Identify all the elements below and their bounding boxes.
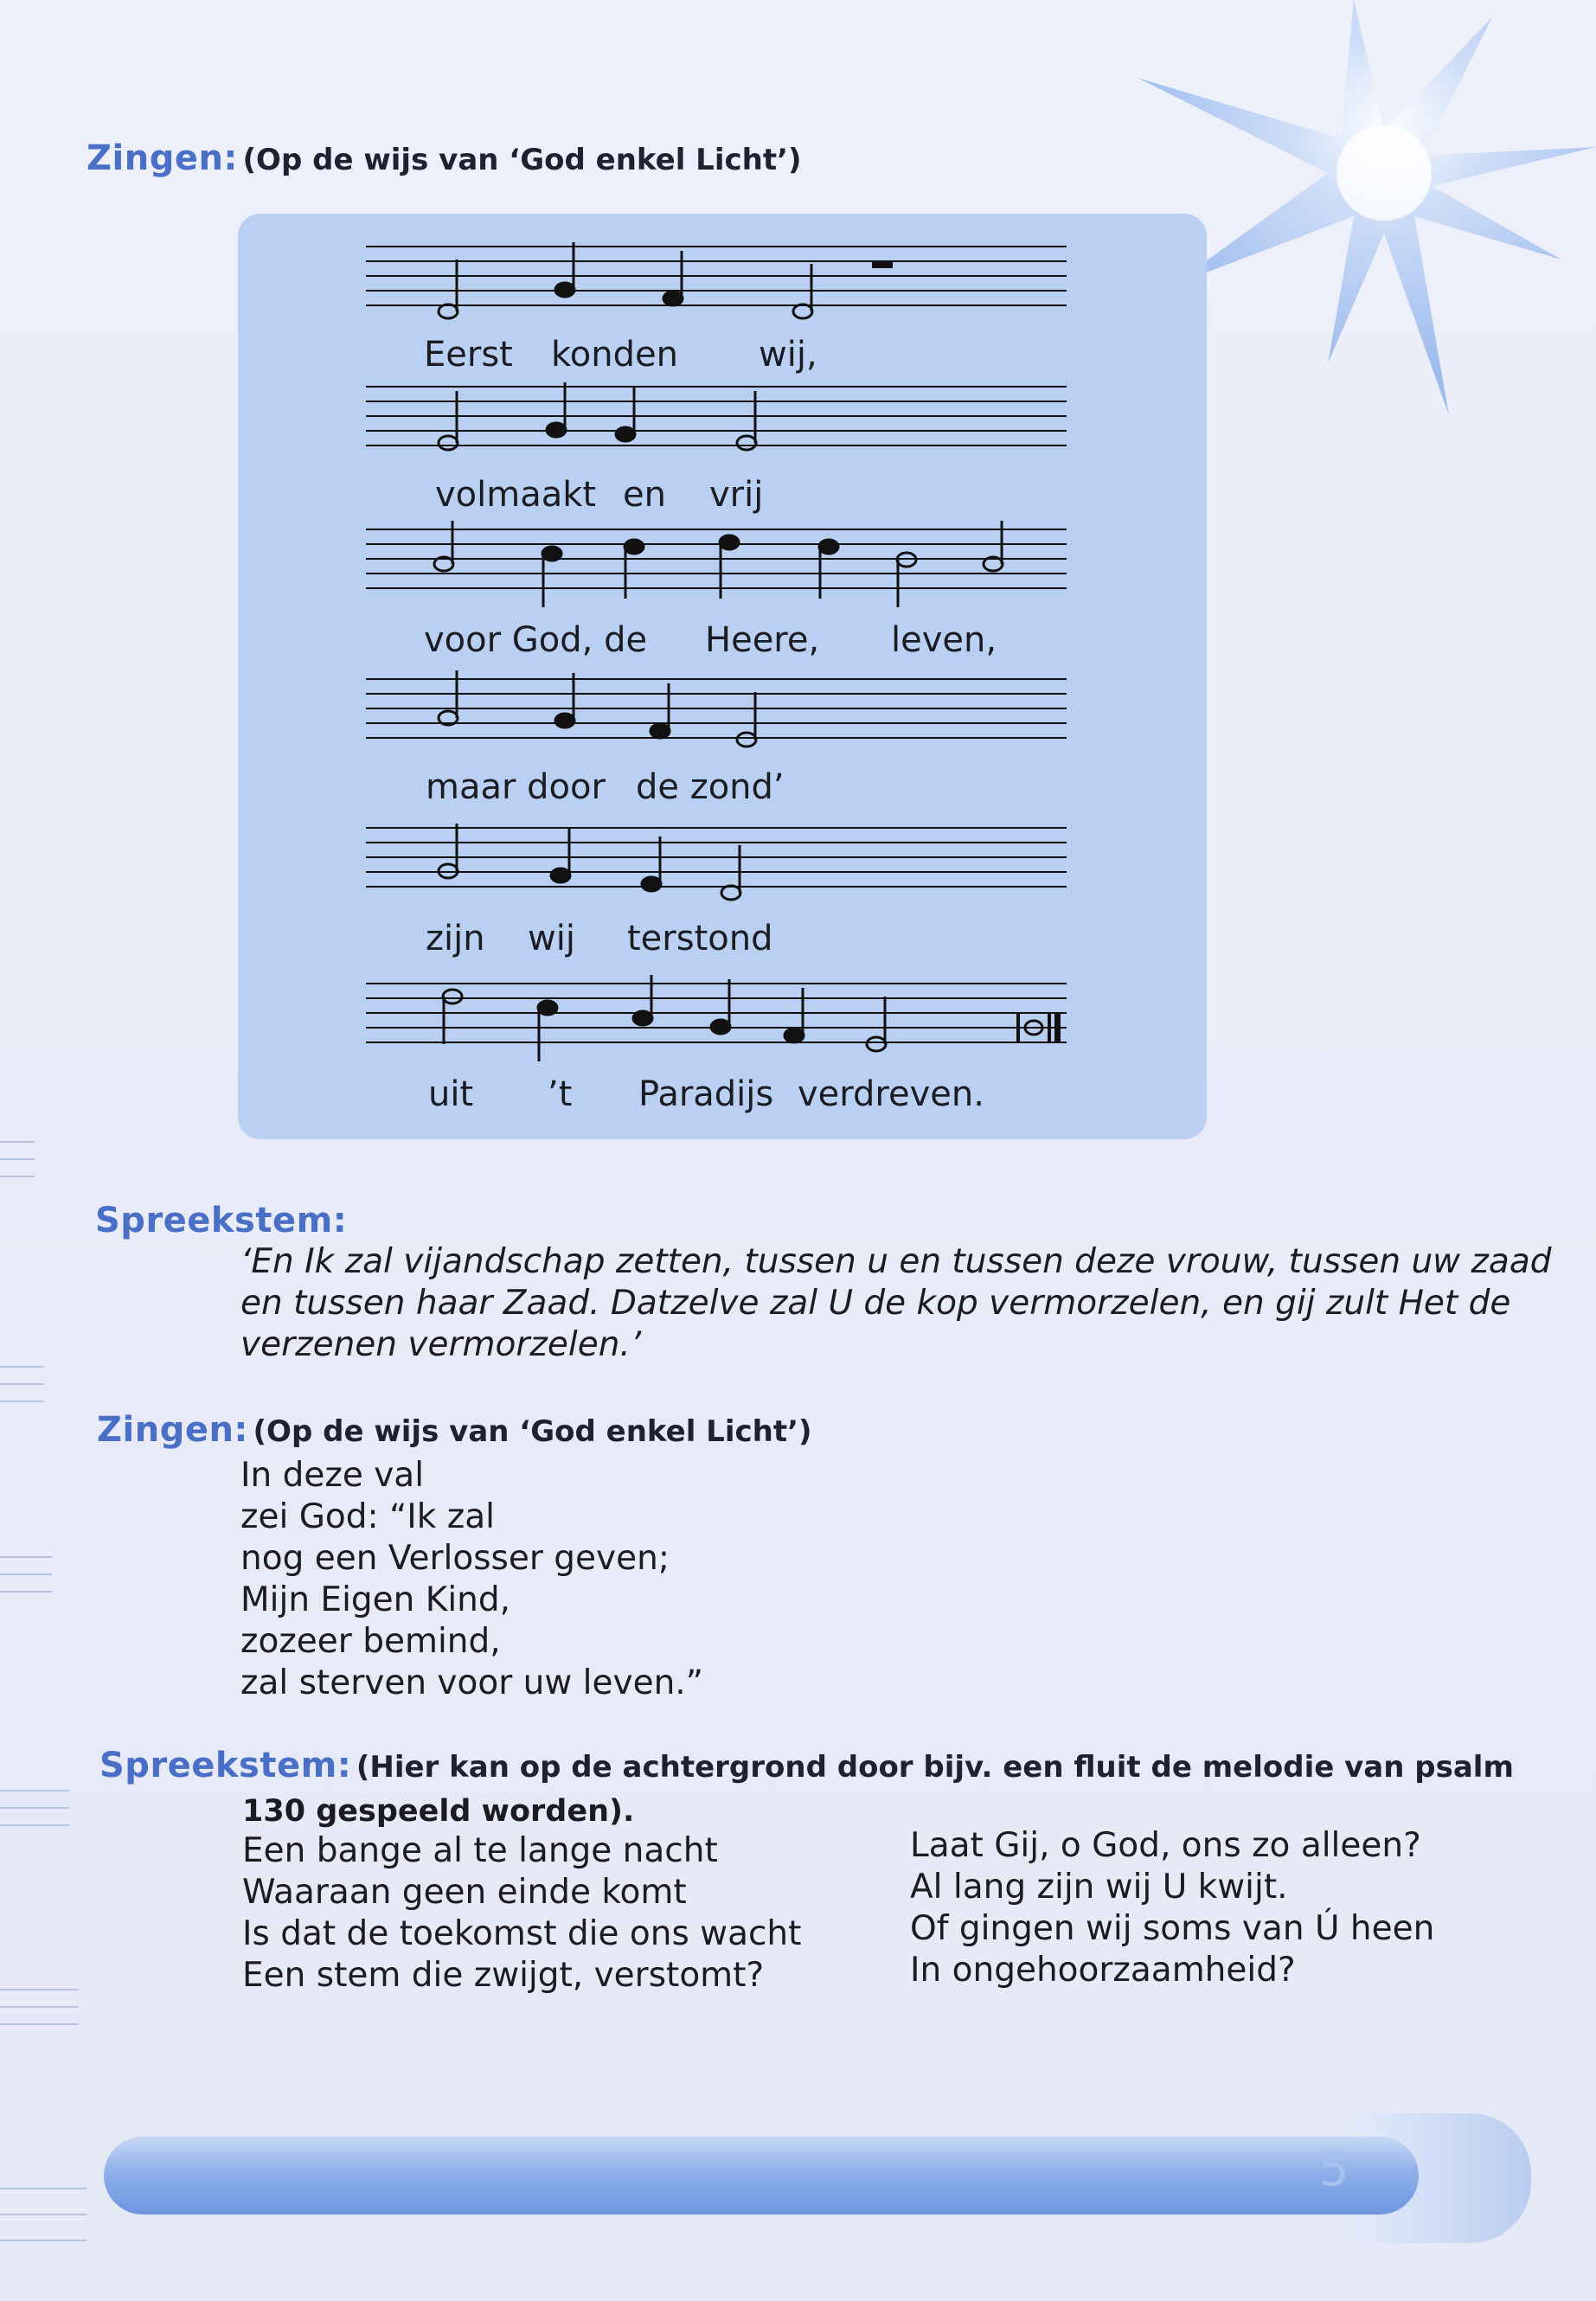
lyric-1-2: konden [551, 335, 678, 375]
sing-heading-1 [87, 138, 802, 178]
speak-note-2b: 130 gespeeld worden). [242, 1794, 635, 1829]
speak-text-1 [240, 1241, 1551, 1366]
lyric-5-2: wij [528, 919, 575, 958]
speak-heading-2 [99, 1746, 1514, 1785]
staff-6 [366, 975, 1067, 1070]
poem-right-column [910, 1825, 1434, 1991]
sing-line: zozeer bemind, [240, 1622, 501, 1661]
lyric-1-1: Eerst [424, 335, 513, 375]
staff-3 [366, 521, 1067, 616]
sing-line: nog een Verlosser geven; [240, 1539, 670, 1578]
speak-heading-1 [95, 1201, 347, 1240]
staff-1 [366, 238, 1067, 333]
sing-note-1: (Op de wijs van ‘God enkel Licht’) [242, 143, 802, 177]
poem-line: Of gingen wij soms van Ú heen [910, 1909, 1435, 1948]
footer-bar [104, 2137, 1419, 2214]
sing-line: In deze val [240, 1456, 425, 1495]
sing-note-2: (Op de wijs van ‘God enkel Licht’) [253, 1414, 812, 1449]
poem-left-column [242, 1830, 801, 1997]
lyric-3-1: voor God, de [424, 620, 648, 660]
margin-decoration-icon [0, 1125, 95, 2301]
page-number: 5 [1319, 2142, 1349, 2196]
poem-line: Een stem die zwijgt, verstomt? [242, 1956, 765, 1995]
lyric-3-2: Heere, [705, 620, 820, 660]
lyric-2-3: vrij [709, 475, 764, 515]
speak-line: ‘En Ik zal vijandschap zetten, tussen u en tussen deze vrouw, tussen uw zaad [240, 1242, 1552, 1281]
speak-note-2a: (Hier kan op de achtergrond door bijv. een fluit de melodie van psalm [356, 1750, 1514, 1785]
sing-label-1: Zingen: [87, 138, 238, 178]
lyric-5-1: zijn [426, 919, 485, 958]
lyric-6-4: verdreven. [798, 1074, 984, 1114]
sing-text-2 [240, 1455, 703, 1704]
sing-line: zei God: “Ik zal [240, 1497, 495, 1536]
speak-label-2: Spreekstem: [99, 1746, 352, 1785]
lyric-6-1: uit [428, 1074, 474, 1114]
lyric-1-3: wij, [759, 335, 817, 375]
lyric-6-3: Paradijs [638, 1074, 774, 1114]
sing-heading-2 [97, 1410, 812, 1450]
lyric-3-3: leven, [891, 620, 997, 660]
lyric-6-2: ’t [548, 1074, 573, 1114]
poem-line: Laat Gij, o God, ons zo alleen? [910, 1826, 1421, 1865]
lyric-2-2: en [623, 475, 666, 515]
speak-line: verzenen vermorzelen.’ [240, 1325, 642, 1364]
staff-5 [366, 819, 1067, 914]
poem-line: In ongehoorzaamheid? [910, 1951, 1296, 1990]
sing-line: zal sterven voor uw leven.” [240, 1663, 703, 1702]
sing-line: Mijn Eigen Kind, [240, 1580, 511, 1619]
lyric-5-3: terstond [627, 919, 773, 958]
lyric-4-2: de zond’ [636, 767, 785, 807]
poem-line: Een bange al te lange nacht [242, 1831, 718, 1870]
poem-line: Waaraan geen einde komt [242, 1873, 687, 1912]
speak-line: en tussen haar Zaad. Datzelve zal U de kop vermorzelen, en gij zult Het de [240, 1284, 1511, 1323]
speak-label-1: Spreekstem: [95, 1201, 348, 1240]
music-score-panel [238, 214, 1207, 1139]
lyric-4-1: maar door [426, 767, 606, 807]
sing-label-2: Zingen: [97, 1410, 248, 1450]
lyric-2-1: volmaakt [435, 475, 597, 515]
staff-2 [366, 378, 1067, 473]
staff-4 [366, 670, 1067, 766]
poem-line: Is dat de toekomst die ons wacht [242, 1914, 802, 1953]
poem-line: Al lang zijn wij U kwijt. [910, 1868, 1288, 1907]
